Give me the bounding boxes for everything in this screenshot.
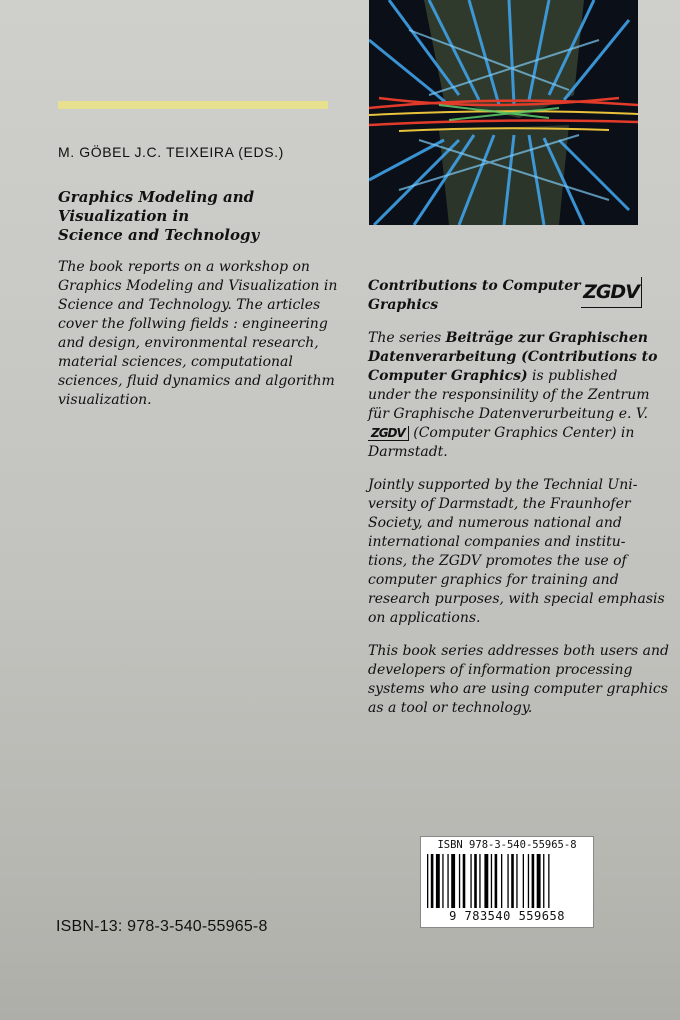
para-text: This book series addresses both users and: [368, 643, 669, 659]
barcode-bar: [548, 854, 549, 908]
para-text: The series: [368, 330, 446, 346]
para-text: tions, the ZGDV promotes the use of: [368, 553, 627, 569]
zgdv-mini-logo: ZGDV: [368, 426, 409, 441]
para-text: computer graphics for training and: [368, 572, 619, 588]
series-paragraph-1: [368, 329, 658, 462]
para-text: systems who are using computer graphics: [368, 681, 668, 697]
barcode-bar: [459, 854, 460, 908]
barcode-bar: [491, 854, 492, 908]
barcode-bar: [451, 854, 455, 908]
barcode-bar: [511, 854, 514, 908]
authors: M. GÖBEL J.C. TEIXEIRA (EDS.): [58, 144, 284, 160]
accent-bar: [58, 101, 328, 109]
visualization-graphic: [369, 0, 638, 225]
description-line: material sciences, computational: [58, 354, 293, 370]
series-info: [368, 277, 669, 718]
para-text: Society, and numerous national and: [368, 515, 622, 531]
para-text: für Graphische Datenverurbeitung e. V.: [368, 406, 648, 422]
series-paragraph-2: [368, 476, 665, 628]
zgdv-logo: ZGDV: [581, 277, 642, 308]
barcode-bar: [516, 854, 517, 908]
para-text: (Computer Graphics Center) in: [408, 425, 635, 441]
barcode-bar: [484, 854, 488, 908]
barcode: [420, 836, 594, 928]
barcode-bar: [532, 854, 535, 908]
para-text: is published: [527, 368, 618, 384]
para-text: as a tool or technology.: [368, 700, 533, 716]
barcode-bar: [528, 854, 529, 908]
book-title-line: Science and Technology: [58, 226, 260, 244]
description-line: Graphics Modeling and Visualization in: [58, 278, 338, 294]
barcode-bar: [436, 854, 440, 908]
para-text: under the responsinility of the Zentrum: [368, 387, 650, 403]
barcode-bar: [479, 854, 480, 908]
para-text: Jointly supported by the Technial Uni-: [368, 477, 638, 493]
cover-visualization-image: [369, 0, 638, 225]
series-heading-line: Graphics: [368, 297, 439, 313]
description-line: visualization.: [58, 392, 152, 408]
series-name: Computer Graphics): [368, 368, 528, 384]
para-text: versity of Darmstadt, the Fraunhofer: [368, 496, 631, 512]
description-line: sciences, fluid dynamics and algorithm: [58, 373, 335, 389]
description-line: Science and Technology. The articles: [58, 297, 321, 313]
barcode-bar: [470, 854, 471, 908]
book-description: [58, 258, 338, 410]
description-line: The book reports on a workshop on: [58, 259, 310, 275]
barcode-bar: [501, 854, 502, 908]
barcode-bar: [427, 854, 428, 908]
description-line: cover the follwing fields : engineering: [58, 316, 328, 332]
book-title-line: Graphics Modeling and: [58, 188, 255, 206]
para-text: developers of information processing: [368, 662, 633, 678]
barcode-bar: [447, 854, 448, 908]
series-heading: [368, 277, 658, 315]
barcode-bar: [507, 854, 508, 908]
series-paragraph-3: [368, 642, 669, 718]
barcode-bar: [431, 854, 434, 908]
barcode-isbn-text: ISBN 978-3-540-55965-8: [437, 839, 577, 851]
series-name: Beiträge zur Graphischen: [445, 330, 648, 346]
barcode-bar: [523, 854, 524, 908]
series-name: Datenverarbeitung (Contributions to: [368, 349, 658, 365]
barcode-bar: [463, 854, 466, 908]
barcode-bar: [537, 854, 541, 908]
barcode-bar: [543, 854, 544, 908]
para-text: on applications.: [368, 610, 481, 626]
description-line: and design, environmental research,: [58, 335, 319, 351]
para-text: research purposes, with special emphasis: [368, 591, 665, 607]
para-text: Darmstadt.: [368, 444, 448, 460]
barcode-bar: [442, 854, 443, 908]
para-text: international companies and institu-: [368, 534, 626, 550]
book-title: [58, 188, 338, 245]
isbn13-label: ISBN-13: 978-3-540-55965-8: [56, 918, 268, 935]
barcode-bar: [474, 854, 477, 908]
barcode-bar: [495, 854, 498, 908]
book-title-line: Visualization in: [58, 207, 190, 225]
series-heading-line: Contributions to Computer: [368, 278, 581, 294]
barcode-bars: [427, 854, 587, 908]
barcode-number: 9 783540 559658: [449, 909, 565, 923]
